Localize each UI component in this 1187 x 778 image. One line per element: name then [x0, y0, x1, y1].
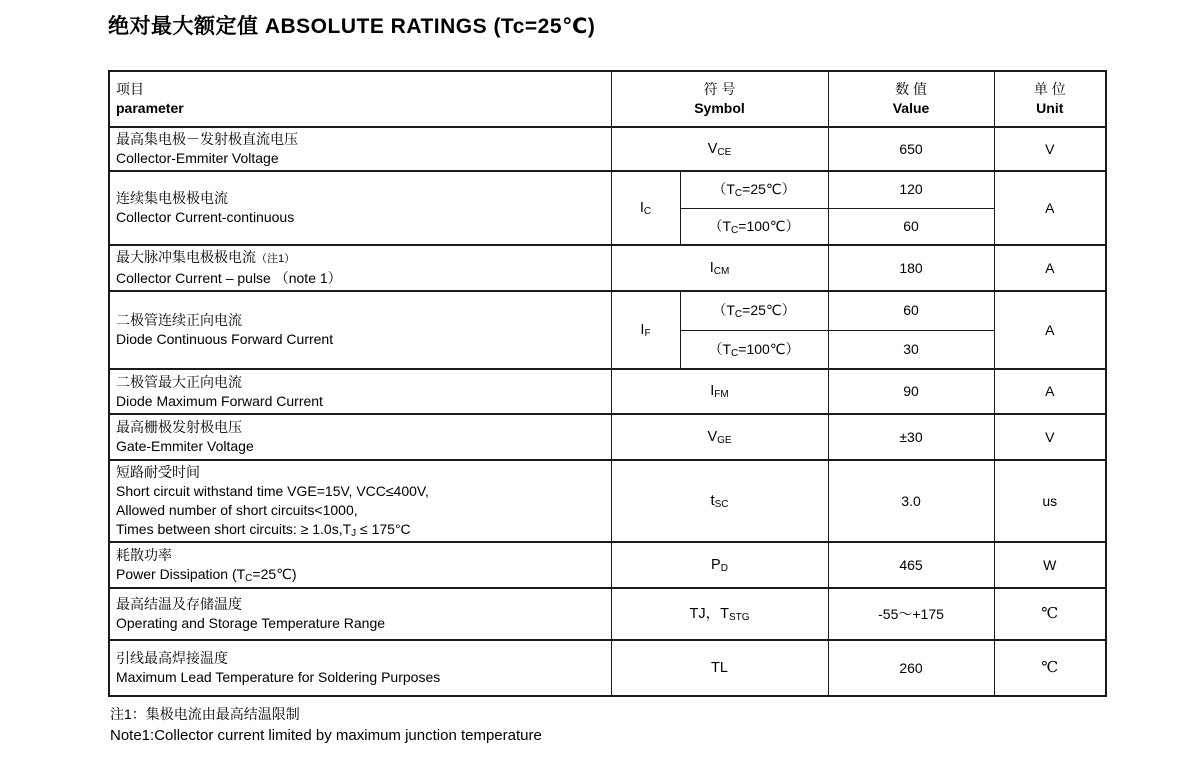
unit-cell: V	[994, 127, 1106, 171]
value-cell: 180	[828, 245, 994, 291]
value-cell: 60	[828, 208, 994, 245]
value-cell: 30	[828, 330, 994, 369]
table-header-row	[109, 71, 1106, 127]
param-cn: 短路耐受时间	[116, 464, 200, 480]
symbol-cell: $V_{CE}$	[611, 127, 828, 171]
symbol-cell: $I_{FM}$	[611, 369, 828, 414]
param-cell	[109, 291, 611, 369]
footnote-cn: 注1：集极电流由最高结温限制	[110, 706, 300, 722]
symbol-cell: $I_{CM}$	[611, 245, 828, 291]
unit-cell: A	[994, 369, 1106, 414]
param-cell	[109, 588, 611, 640]
header-symbol-en: Symbol	[694, 100, 745, 116]
param-cell	[109, 245, 611, 291]
param-en: Power Dissipation $(T_C=25℃)$	[116, 566, 297, 584]
header-unit-cell	[994, 71, 1106, 127]
value-cell: 120	[828, 171, 994, 208]
param-en: Gate-Emmiter Voltage	[116, 438, 254, 454]
unit-cell: A	[994, 171, 1106, 245]
param-en: Diode Continuous Forward Current	[116, 331, 334, 347]
header-parameter-cn: 项目	[116, 81, 144, 97]
param-cn: 二极管连续正向电流	[116, 312, 242, 328]
unit-cell: ℃	[994, 640, 1106, 696]
value-cell: -55～+175	[828, 588, 994, 640]
value-cell: ±30	[828, 414, 994, 460]
value-cell: 465	[828, 542, 994, 588]
table-row	[109, 245, 1106, 291]
param-cell	[109, 127, 611, 171]
symbol-cell: $V_{GE}$	[611, 414, 828, 460]
param-cn: 耗散功率	[116, 547, 172, 563]
symbol-cell: $I_C$	[611, 171, 680, 245]
param-en: Operating and Storage Temperature Range	[116, 615, 386, 631]
condition-cell: $(T_C=100℃)$	[680, 330, 828, 369]
table-row	[109, 171, 1106, 208]
param-cell	[109, 369, 611, 414]
symbol-cell: TJ，$T_{STG}$	[611, 588, 828, 640]
header-value-cell	[828, 71, 994, 127]
condition-cell: $(T_C=25℃)$	[680, 291, 828, 330]
param-cell	[109, 640, 611, 696]
absolute-ratings-table	[108, 70, 1107, 697]
symbol-cell: $P_D$	[611, 542, 828, 588]
param-cn: 最高栅极发射极电压	[116, 419, 242, 435]
param-en: Maximum Lead Temperature for Soldering Purposes	[116, 669, 441, 685]
header-parameter-en: parameter	[116, 100, 184, 116]
param-cn: 最大脉冲集电极极电流（注1）	[116, 249, 296, 265]
param-en: Collector Current-continuous	[116, 209, 295, 225]
condition-cell: $(T_C=100℃)$	[680, 208, 828, 245]
table-row	[109, 542, 1106, 588]
unit-cell: A	[994, 245, 1106, 291]
table-row	[109, 460, 1106, 542]
param-en: Diode Maximum Forward Current	[116, 392, 323, 409]
param-en-line: Times between short circuits: ≥ $1.0s,T_J \le 175^\circ C$	[116, 521, 411, 539]
unit-cell: A	[994, 291, 1106, 369]
header-symbol-cell	[611, 71, 828, 127]
header-unit-en: Unit	[1036, 100, 1064, 116]
header-value-en: Value	[892, 100, 930, 116]
header-unit-cn: 单 位	[1033, 81, 1066, 97]
param-cell	[109, 460, 611, 542]
table-row	[109, 640, 1106, 696]
param-en-line: Short circuit withstand time VGE=15V, VCC≤400V,	[116, 483, 429, 499]
header-parameter-cell	[109, 71, 611, 127]
value-cell: 60	[828, 291, 994, 330]
param-cn: 二极管最大正向电流	[116, 373, 242, 390]
unit-cell: W	[994, 542, 1106, 588]
condition-cell: $(T_C=25℃)$	[680, 171, 828, 208]
param-cell	[109, 542, 611, 588]
value-cell: 260	[828, 640, 994, 696]
page-title: 绝对最大额定值 ABSOLUTE RATINGS (Tc=25℃)	[108, 15, 596, 38]
param-cell	[109, 171, 611, 245]
param-cn: 连续集电极极电流	[116, 190, 228, 206]
table-row	[109, 291, 1106, 330]
value-cell: 650	[828, 127, 994, 171]
footnotes	[110, 704, 542, 746]
value-cell: 90	[828, 369, 994, 414]
table-row	[109, 127, 1106, 171]
symbol-cell: TL	[611, 640, 828, 696]
unit-cell: V	[994, 414, 1106, 460]
param-cn: 最高结温及存储温度	[116, 596, 242, 612]
param-en: Collector Current – pulse （note 1）	[116, 270, 342, 286]
value-cell: 3.0	[828, 460, 994, 542]
table-row	[109, 588, 1106, 640]
header-symbol-cn: 符 号	[703, 81, 736, 97]
footnote-en: Note1:Collector current limited by maximum junction temperature	[110, 727, 542, 744]
unit-cell: ℃	[994, 588, 1106, 640]
header-value-cn: 数 值	[895, 81, 927, 97]
param-cn-note: （注1）	[256, 253, 296, 265]
param-cell	[109, 414, 611, 460]
table-row	[109, 414, 1106, 460]
param-en: Collector-Emmiter Voltage	[116, 150, 279, 166]
unit-cell: us	[994, 460, 1106, 542]
param-cn: 引线最高焊接温度	[116, 650, 228, 666]
param-cn: 最高集电极－发射极直流电压	[116, 131, 298, 147]
param-en-line: Allowed number of short circuits<1000,	[116, 502, 358, 518]
symbol-cell: $t_{SC}$	[611, 460, 828, 542]
symbol-cell: $I_F$	[611, 291, 680, 369]
table-row	[109, 369, 1106, 414]
